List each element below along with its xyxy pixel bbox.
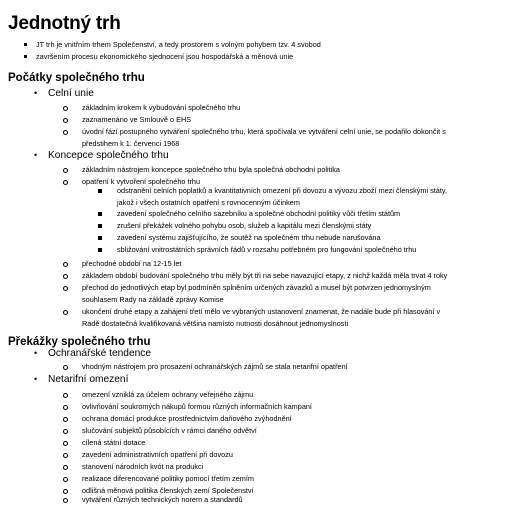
list-item: zrušení překážek volného pohybu osob, služeb a kapitálu mezi členskými státy	[117, 221, 372, 230]
bullet-icon: •	[34, 374, 38, 384]
bullet-square-icon	[98, 189, 102, 193]
bullet-icon: •	[34, 348, 38, 358]
bullet-circle-icon	[63, 477, 68, 482]
bullet-circle-icon	[63, 310, 68, 315]
bullet-circle-icon	[63, 465, 68, 470]
section-heading: Překážky společného trhu	[8, 336, 151, 348]
list-item: opatření k vytvoření společného trhu	[82, 177, 201, 186]
bullet-square-icon	[98, 248, 102, 252]
bullet-circle-icon	[63, 274, 68, 279]
list-item: odlišná měnová politika členských zemí Společenství	[82, 486, 254, 495]
bullet-circle-icon	[63, 180, 68, 185]
list-item: základním krokem k vybudování společného trhu	[82, 103, 241, 112]
list-item: odstranění celních poplatků a kvantitativních omezení při dovozu a vývozu zboží mezi členskými státy,	[117, 186, 448, 195]
bullet-circle-icon	[63, 453, 68, 458]
list-item: Netarifní omezení	[48, 374, 129, 385]
section-heading: Počátky společného trhu	[8, 72, 145, 84]
bullet-icon: •	[34, 150, 38, 160]
bullet-icon	[24, 43, 27, 46]
bullet-circle-icon	[63, 130, 68, 135]
bullet-circle-icon	[63, 262, 68, 267]
list-item: Celní unie	[48, 88, 94, 99]
list-item: ovlivňování soukromých nákupů formou různých informačních kampaní	[82, 402, 312, 411]
bullet-circle-icon	[63, 286, 68, 291]
list-item: ochrana domácí produkce prostřednictvím daňového zvýhodnění	[82, 414, 292, 423]
bullet-square-icon	[98, 236, 102, 240]
list-item: vhodným nástrojem pro prosazení ochranářských zájmů se stala netarifní opatření	[82, 362, 348, 371]
list-item-continuation: Radě dostatečná kvalifikovaná většina namísto nutnosti dosáhnout jednomyslnosti	[82, 319, 349, 328]
bullet-icon	[24, 55, 27, 58]
list-item: cílená státní dotace	[82, 438, 146, 447]
list-item-continuation: jakož i všech ostatních opatření s rovnocenným účinkem	[117, 198, 300, 207]
list-item: Ochranářské tendence	[48, 348, 152, 359]
list-item: přechodné období na 12-15 let	[82, 259, 182, 268]
list-item-continuation: souhlasem Rady na základě zprávy Komise	[82, 295, 224, 304]
list-item: stanovení národních kvót na produkci	[82, 462, 204, 471]
bullet-circle-icon	[63, 489, 68, 494]
intro-line: završením procesu ekonomického sjednocení jsou hospodářská a měnová unie	[36, 52, 294, 61]
list-item: základem období budování společného trhu měly být tři na sebe navazující etapy, z nichž každá měla trvat 4 roky	[82, 271, 448, 280]
bullet-circle-icon	[63, 441, 68, 446]
bullet-square-icon	[98, 224, 102, 228]
intro-line: JT trh je vnitřním trhem Společenství, a tedy prostorem s volným pohybem tzv. 4 svobod	[36, 40, 321, 49]
bullet-circle-icon	[63, 405, 68, 410]
bullet-circle-icon	[63, 393, 68, 398]
list-item: zavedení společného celního sazebníku a společné obchodní politiky vůči třetím státům	[117, 209, 401, 218]
bullet-circle-icon	[63, 429, 68, 434]
list-item: zavedení systému zajišťujícího, že soutěž na společném trhu nebude narušována	[117, 233, 381, 242]
list-item: ukončení druhé etapy a zahájení třetí mělo ve vybraných ustanovení znamenat, že nadále bude při hlasování v	[82, 307, 441, 316]
list-item: realizace diferencované politiky pomocí třetím zemím	[82, 474, 254, 483]
document-title: Jednotný trh	[8, 13, 121, 34]
list-item: zaznamenáno ve Smlouvě o EHS	[82, 115, 192, 124]
bullet-circle-icon	[63, 168, 68, 173]
bullet-circle-icon	[63, 118, 68, 123]
list-item-continuation: předstihem k 1. červenci 1968	[82, 139, 180, 148]
bullet-circle-icon	[63, 106, 68, 111]
bullet-square-icon	[98, 212, 102, 216]
bullet-icon: •	[34, 88, 38, 98]
list-item: úvodní fází postupného vytváření společného trhu, která spočívala ve vytváření celní unie, se podařilo dokončit s	[82, 127, 446, 136]
bullet-circle-icon	[63, 498, 68, 503]
list-item: Koncepce společného trhu	[48, 150, 169, 161]
list-item: omezení vzniklá za účelem ochrany veřejného zájmu	[82, 390, 254, 399]
list-item: slučování subjektů působících v rámci daného odvětví	[82, 426, 257, 435]
bullet-circle-icon	[63, 365, 68, 370]
list-item: vytváření různých technických norem a standardů	[82, 495, 243, 504]
list-item: zavedení administrativních opatření při dovozu	[82, 450, 233, 459]
list-item: sbližování vnitrostátních správních řádů v rozsahu potřebném pro fungování společného trhu	[117, 245, 417, 254]
list-item: přechod do jednotlivých etap byl podmíněn splněním určených závazků a musel být potvrzen jednomyslným	[82, 283, 431, 292]
list-item: základním nástrojem koncepce společného trhu byla společná obchodní politika	[82, 165, 340, 174]
bullet-circle-icon	[63, 417, 68, 422]
